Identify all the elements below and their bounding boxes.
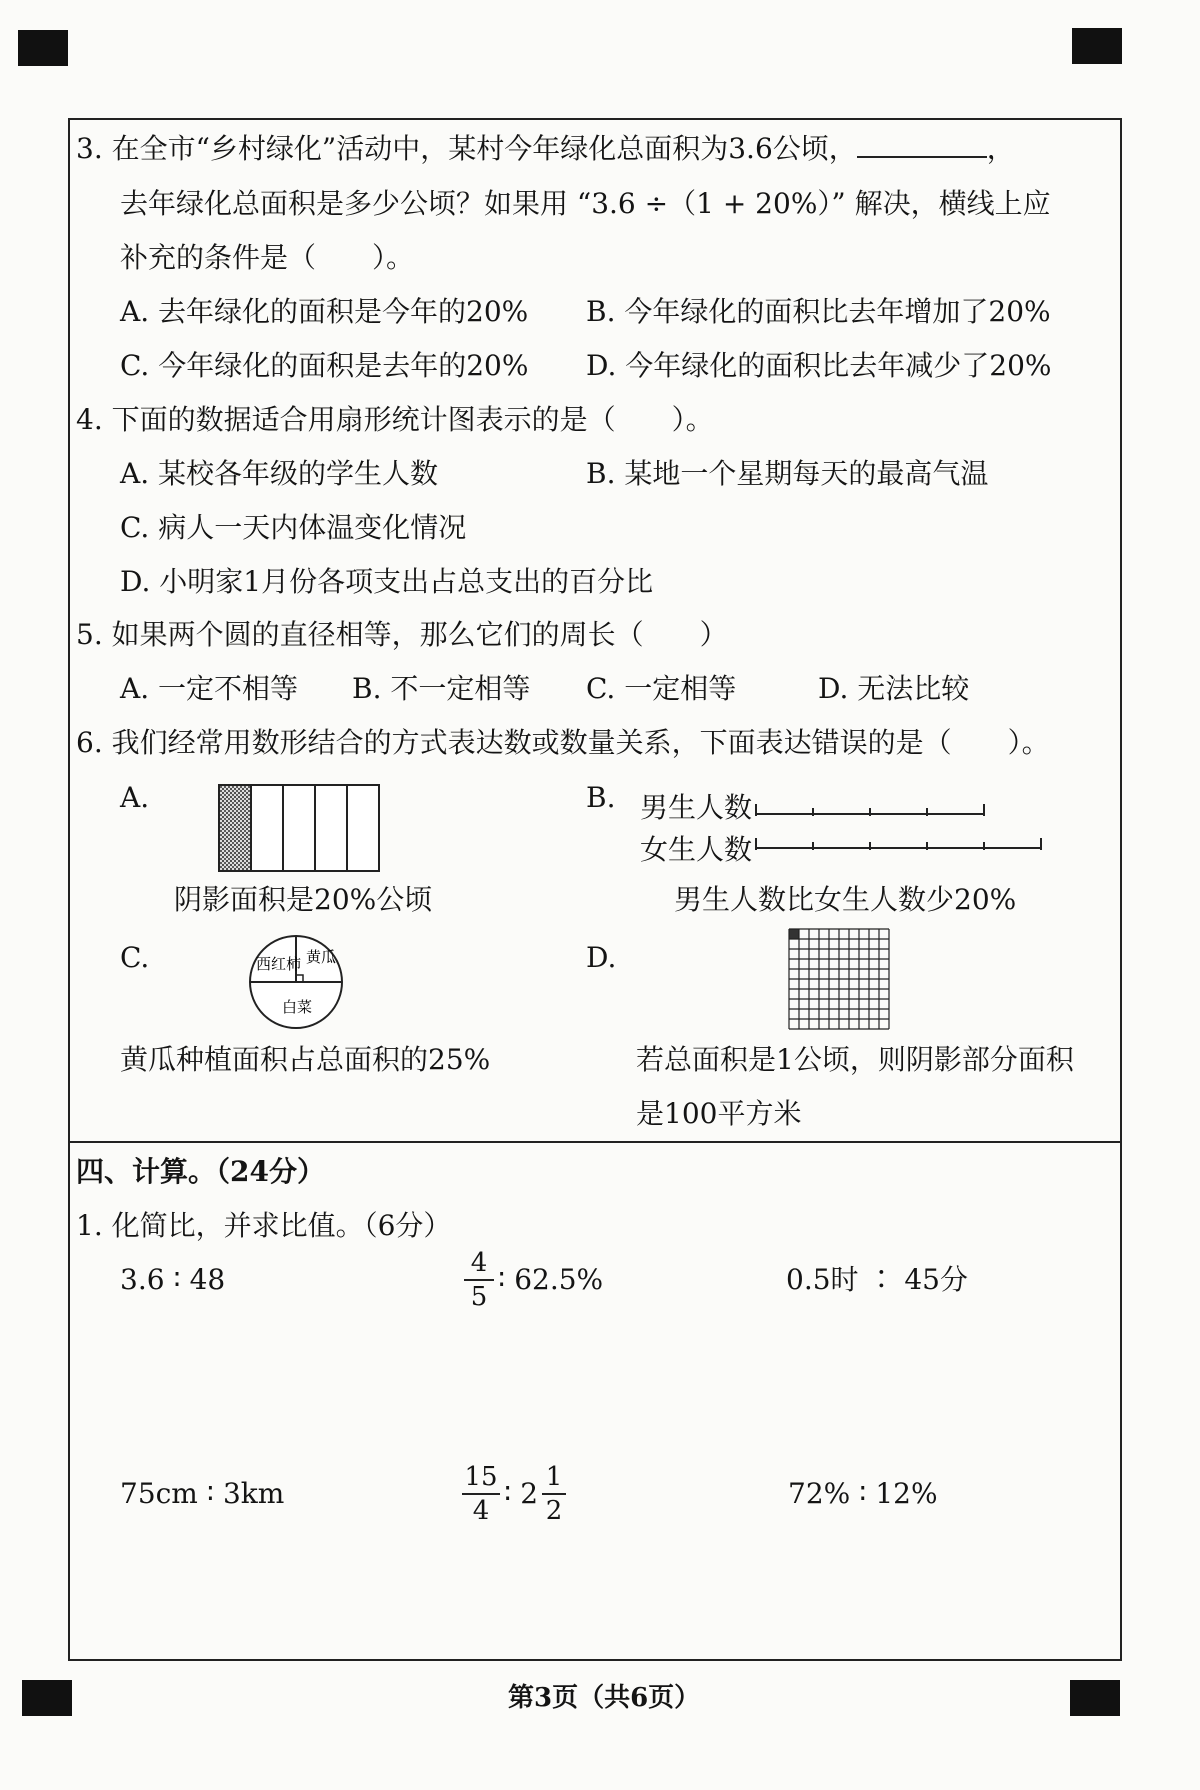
q3-line2: 去年绿化总面积是多少公顷？如果用 “3.6 ÷（1 + 20%）” 解决，横线上应 — [120, 187, 1051, 220]
q6-b-girls-label: 女生人数 — [640, 833, 753, 866]
q6-option-d-label: D. — [586, 941, 617, 974]
q3-option-d: D. 今年绿化的面积比去年减少了20% — [586, 349, 1052, 382]
q4-stem: 4. 下面的数据适合用扇形统计图表示的是（ ）。 — [76, 403, 714, 436]
section4-title: 四、计算。（24分） — [76, 1155, 325, 1188]
q6-b-boys-label: 男生人数 — [640, 791, 753, 824]
calc-item-2-fraction: 4 5 — [464, 1248, 494, 1312]
calc-item-5-fraction: 15 4 — [462, 1462, 500, 1526]
q6-c-pie-chart — [246, 932, 346, 1032]
q5-option-b: B. 不一定相等 — [352, 672, 531, 705]
q6-d-hundred-grid — [786, 926, 892, 1032]
q6-option-b-label: B. — [586, 781, 616, 814]
calc-item-3: 0.5时 ∶ 45分 — [786, 1263, 968, 1296]
calc-item-6: 72% ∶ 12% — [788, 1477, 938, 1510]
q3-line3: 补充的条件是（ ）。 — [120, 241, 415, 274]
calc-item-5-mixed-fraction: 1 2 — [542, 1462, 566, 1526]
q6-option-a-label: A. — [120, 781, 150, 814]
pie-label-cabbage: 白菜 — [282, 998, 313, 1016]
q3-option-c: C. 今年绿化的面积是去年的20% — [120, 349, 529, 382]
corner-mark-bottom-left — [22, 1680, 72, 1716]
q3-option-a: A. 去年绿化的面积是今年的20% — [120, 295, 529, 328]
q6-a-shaded-rectangle — [218, 784, 380, 872]
pie-label-tomato: 西红柿 — [256, 955, 302, 973]
pie-label-cucumber: 黄瓜 — [306, 948, 337, 966]
q4-option-b: B. 某地一个星期每天的最高气温 — [586, 457, 989, 490]
q6-d-caption-line1: 若总面积是1公顷，则阴影部分面积 — [636, 1043, 1074, 1076]
grid-shaded-cell — [789, 929, 799, 939]
q6-c-caption: 黄瓜种植面积占总面积的25% — [120, 1043, 491, 1076]
q4-option-c: C. 病人一天内体温变化情况 — [120, 511, 467, 544]
corner-mark-bottom-right — [1070, 1680, 1120, 1716]
calc-item-2-rest: ∶ 62.5% — [498, 1263, 604, 1296]
corner-mark-top-left — [18, 30, 68, 66]
q6-option-c-label: C. — [120, 941, 150, 974]
q4-option-a: A. 某校各年级的学生人数 — [120, 457, 439, 490]
q6-b-caption: 男生人数比女生人数少20% — [674, 883, 1017, 916]
calc-item-4: 75cm ∶ 3km — [120, 1477, 285, 1510]
q5-option-d: D. 无法比较 — [818, 672, 970, 705]
q5-stem: 5. 如果两个圆的直径相等，那么它们的周长（ ） — [76, 618, 728, 651]
q6-b-segment-diagram — [752, 796, 1048, 856]
calc-item-5-mid: ∶ 2 — [504, 1477, 539, 1510]
q5-option-c: C. 一定相等 — [586, 672, 737, 705]
q6-a-caption: 阴影面积是20%公顷 — [174, 883, 433, 916]
q5-option-a: A. 一定不相等 — [120, 672, 299, 705]
q3-line1: 3. 在全市“乡村绿化”活动中，某村今年绿化总面积为3.6公顷， ， — [76, 132, 1015, 165]
q6-d-caption-line2: 是100平方米 — [636, 1097, 802, 1130]
q6-stem: 6. 我们经常用数形结合的方式表达数或数量关系，下面表达错误的是（ ）。 — [76, 726, 1050, 759]
section4-q1-stem: 1. 化简比，并求比值。（6分） — [76, 1209, 452, 1242]
calc-item-1: 3.6 ∶ 48 — [120, 1263, 226, 1296]
page-footer: 第3页（共6页） — [508, 1683, 701, 1713]
q4-option-d: D. 小明家1月份各项支出占总支出的百分比 — [120, 565, 654, 598]
q3-option-b: B. 今年绿化的面积比去年增加了20% — [586, 295, 1051, 328]
corner-mark-top-right — [1072, 28, 1122, 64]
q3-answer-blank — [857, 130, 987, 158]
